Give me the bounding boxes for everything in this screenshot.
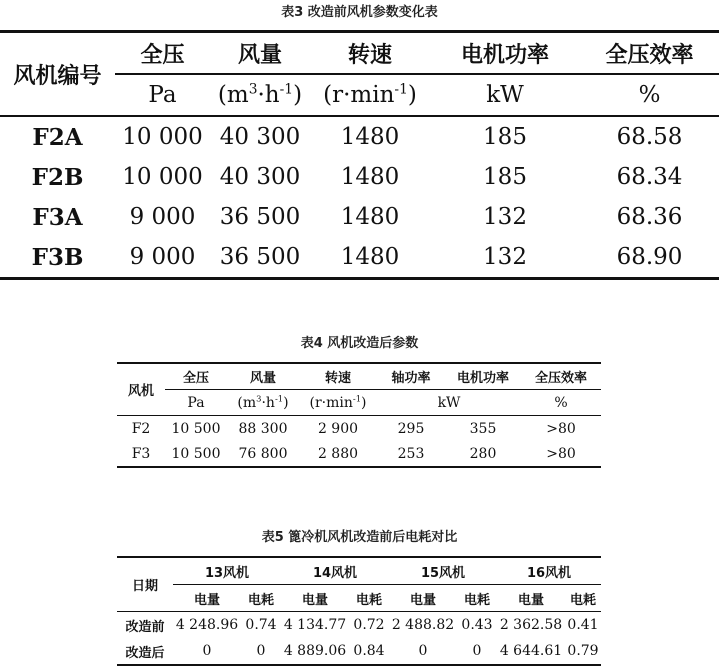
- table5-subheader-consumption: 电耗: [349, 585, 389, 612]
- table4-unit-eff: %: [521, 390, 601, 416]
- table4-header-motor: 电机功率: [445, 363, 521, 390]
- table5-subheader-consumption: 电耗: [565, 585, 601, 612]
- table3-header-flow: 风量: [210, 32, 310, 75]
- table5-row-label: 改造前: [125, 619, 165, 635]
- table3-header-power: 电机功率: [430, 32, 580, 75]
- table-row: [117, 638, 601, 665]
- table4-cell: 355: [469, 420, 497, 437]
- table5-subheader-energy: 电量: [173, 585, 241, 612]
- table3-cell: 132: [483, 204, 527, 230]
- table3-unit-flow: [210, 74, 310, 116]
- speed-unit-part: ): [361, 394, 367, 411]
- table3-cell: 40 300: [219, 124, 301, 150]
- table5-cell: 0: [241, 638, 281, 665]
- table5-subheader-energy: 电量: [497, 585, 565, 612]
- table5-subheader-energy: 电量: [389, 585, 457, 612]
- table5-cell: 0: [457, 638, 497, 665]
- table4-cell: 88 300: [238, 420, 288, 437]
- table5-cell: 0.84: [349, 638, 389, 665]
- table5-cell: 0.41: [567, 617, 599, 633]
- table3-cell: 36 500: [219, 204, 301, 230]
- table5-cell: 2 488.82: [391, 617, 455, 633]
- table3-header-id: 风机编号: [0, 32, 115, 117]
- table3-cell: 68.90: [580, 237, 719, 279]
- speed-unit-part: (r·min: [309, 394, 353, 411]
- speed-unit-exp: -1: [394, 81, 408, 98]
- table4-caption: 表4 风机改造后参数: [300, 336, 419, 351]
- flow-unit-part: ·h: [257, 82, 280, 108]
- table3-header-eff: 全压效率: [580, 32, 719, 75]
- table5-cell: 0.72: [353, 617, 385, 633]
- table4-header-pressure: 全压: [165, 363, 227, 390]
- table4-header-id: 风机: [117, 363, 165, 416]
- table3-cell: 10 000: [122, 164, 203, 190]
- table3-unit-speed: [310, 74, 430, 116]
- table3-unit-eff: %: [580, 74, 719, 116]
- table4-unit-row: [117, 390, 601, 416]
- table3-cell: 1480: [340, 204, 400, 230]
- table3-cell: F2A: [32, 123, 83, 151]
- table3-cell: 9 000: [115, 237, 210, 279]
- table4-cell: >80: [546, 420, 576, 437]
- table4-unit-power: kW: [377, 390, 521, 416]
- table5-cell: 2 362.58: [499, 617, 563, 633]
- table-row: [0, 157, 719, 197]
- table4-header-flow: 风量: [227, 363, 299, 390]
- table3-cell: F3A: [32, 203, 83, 231]
- table3-cell: 185: [483, 164, 527, 190]
- flow-unit-part: ·h: [261, 394, 275, 411]
- table4-header-speed: 转速: [299, 363, 377, 390]
- flow-unit-exp: 3: [248, 81, 258, 98]
- speed-unit-part: ): [407, 82, 417, 108]
- flow-unit-part: ): [283, 394, 289, 411]
- table3-cell: 9 000: [129, 204, 196, 230]
- table4-cell: 2 900: [317, 420, 359, 437]
- table3-caption: 表3 改造前风机参数变化表: [281, 5, 438, 20]
- table3-cell: 68.36: [616, 204, 683, 230]
- table-row: [0, 237, 719, 279]
- table4-cell: F2: [131, 420, 151, 437]
- table4: [117, 362, 601, 468]
- table4-header-eff: 全压效率: [521, 363, 601, 390]
- table-row: [117, 416, 601, 442]
- table3-cell: 10 000: [122, 124, 203, 150]
- table5-caption: 表5 篦冷机风机改造前后电耗对比: [261, 530, 458, 545]
- table3-cell: 36 500: [210, 237, 310, 279]
- table3-header-pressure: 全压: [115, 32, 210, 75]
- table4-unit-pressure: Pa: [165, 390, 227, 416]
- table3: [0, 30, 719, 280]
- flow-unit-part: ): [293, 82, 303, 108]
- table3-cell: F2B: [31, 163, 84, 191]
- table-row: [117, 441, 601, 467]
- table4-header-row: [117, 363, 601, 390]
- table3-unit-pressure: Pa: [115, 74, 210, 116]
- table5-cell: 4 134.77: [283, 617, 347, 633]
- table5-cell: 0: [173, 638, 241, 665]
- table3-cell: 185: [483, 124, 527, 150]
- table5-header-group: 16风机: [497, 557, 601, 585]
- table4-unit-flow: [227, 390, 299, 416]
- table5-header-date: 日期: [117, 557, 173, 612]
- table5-subheader-consumption: 电耗: [241, 585, 281, 612]
- table3-unit-power: kW: [430, 74, 580, 116]
- flow-unit-exp: -1: [279, 81, 294, 98]
- flow-unit-exp: 3: [256, 392, 262, 403]
- table5-header-group: 15风机: [389, 557, 497, 585]
- table5-cell: 0.43: [461, 617, 493, 633]
- table3-cell: 1480: [310, 237, 430, 279]
- table4-cell: 76 800: [227, 441, 299, 467]
- table3-cell: 40 300: [219, 164, 301, 190]
- table4-cell: 2 880: [299, 441, 377, 467]
- table5-cell: 0.74: [245, 617, 277, 633]
- flow-unit-part: (m: [217, 82, 249, 108]
- table5-cell: 4 889.06: [281, 638, 349, 665]
- table3-cell: 132: [430, 237, 580, 279]
- table4-cell: 295: [397, 420, 425, 437]
- table3-cell: 1480: [340, 124, 400, 150]
- table5-subheader-row: [117, 585, 601, 612]
- table5: [117, 556, 601, 666]
- table3-cell: F3B: [0, 237, 115, 279]
- table3-cell: 68.58: [616, 124, 683, 150]
- table3-cell: 68.34: [616, 164, 683, 190]
- table4-unit-speed: [299, 390, 377, 416]
- table5-subheader-energy: 电量: [281, 585, 349, 612]
- table3-header-row: [0, 32, 719, 75]
- table-row: [0, 116, 719, 157]
- table4-cell: 10 500: [171, 420, 221, 437]
- table5-subheader-consumption: 电耗: [457, 585, 497, 612]
- table5-cell: 4 248.96: [175, 617, 239, 633]
- table3-cell: 1480: [340, 164, 400, 190]
- table4-cell: F3: [117, 441, 165, 467]
- speed-unit-exp: -1: [352, 392, 362, 403]
- table-row: [117, 612, 601, 639]
- table4-cell: 253: [377, 441, 445, 467]
- table5-header-row: [117, 557, 601, 585]
- table4-header-shaft: 轴功率: [377, 363, 445, 390]
- table5-row-label: 改造后: [117, 638, 173, 665]
- table5-header-group: 13风机: [173, 557, 281, 585]
- table5-cell: 0.79: [565, 638, 601, 665]
- table5-cell: 4 644.61: [497, 638, 565, 665]
- table5-header-group: 14风机: [281, 557, 389, 585]
- table5-cell: 0: [389, 638, 457, 665]
- flow-unit-part: (m: [237, 394, 257, 411]
- flow-unit-exp: -1: [274, 392, 284, 403]
- table4-cell: >80: [521, 441, 601, 467]
- table4-cell: 10 500: [165, 441, 227, 467]
- table4-cell: 280: [445, 441, 521, 467]
- table-row: [0, 197, 719, 237]
- table3-header-speed: 转速: [310, 32, 430, 75]
- speed-unit-part: (r·min: [323, 82, 395, 108]
